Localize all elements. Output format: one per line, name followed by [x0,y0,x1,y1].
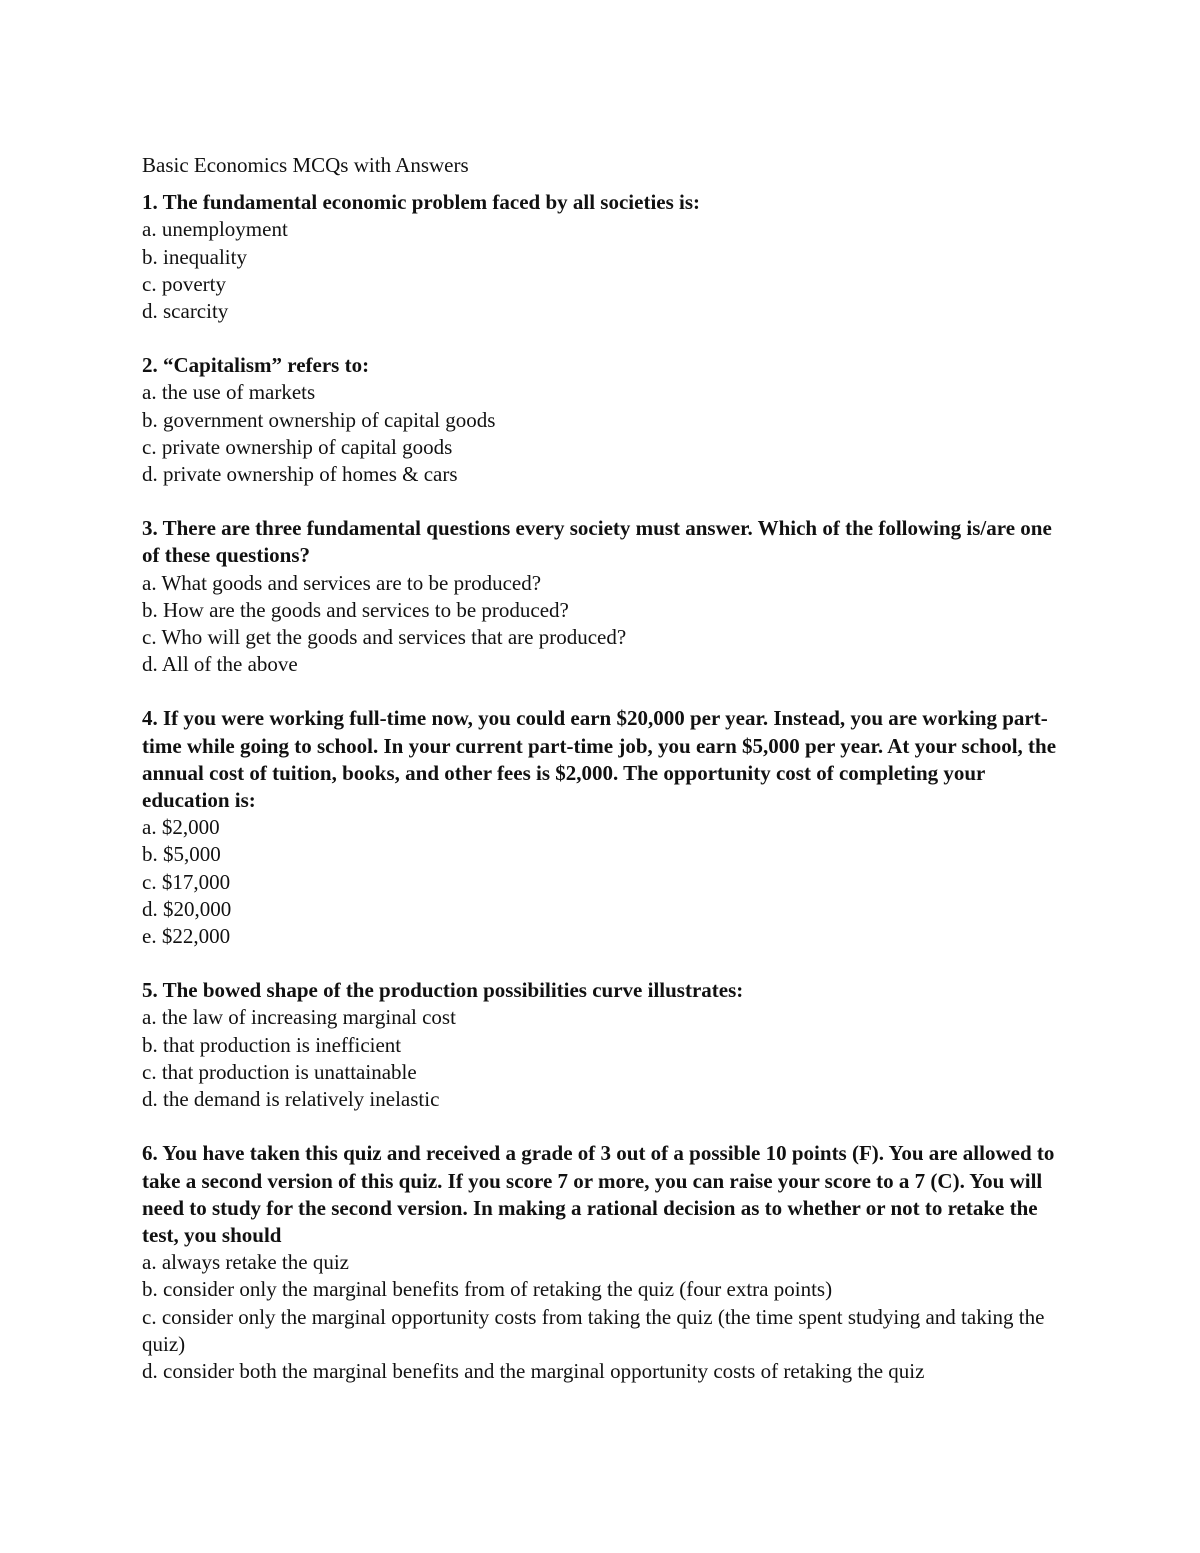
answer-option: b. $5,000 [142,842,221,867]
question-text: 6. You have taken this quiz and received a grade of 3 out of a possible 10 points (F). You are allowed to take a second version of this quiz. If you score 7 or more, you can raise your score to a 7 (C). You will need to study for the second version. In making a rational decision as to whether or not to retake the test, you should [142,1141,1055,1247]
question-4 [142,705,1072,950]
answer-option: c. consider only the marginal opportunity costs from taking the quiz (the time spent studying and taking the quiz) [142,1304,1045,1356]
answer-option: b. that production is inefficient [142,1032,402,1057]
answer-option: d. the demand is relatively inelastic [142,1087,440,1112]
answer-option: a. unemployment [142,217,288,242]
question-text: 5. The bowed shape of the production possibilities curve illustrates: [142,978,744,1003]
document-title: Basic Economics MCQs with Answers [142,153,469,177]
answer-option: c. that production is unattainable [142,1059,417,1084]
answer-option: b. government ownership of capital goods [142,407,496,432]
question-5 [142,977,1072,1113]
question-1 [142,189,1072,325]
answer-option: d. All of the above [142,652,298,677]
answer-option: d. private ownership of homes & cars [142,462,458,487]
answer-option: c. $17,000 [142,869,231,894]
answer-option: a. the use of markets [142,380,316,405]
question-text: 3. There are three fundamental questions every society must answer. Which of the following is/are one of these questions? [142,516,1052,568]
answer-option: c. private ownership of capital goods [142,434,453,459]
document-page [142,152,1072,1412]
answer-option: c. Who will get the goods and services that are produced? [142,625,627,650]
answer-option: a. What goods and services are to be produced? [142,570,542,595]
answer-option: a. the law of increasing marginal cost [142,1005,456,1030]
answer-option: c. poverty [142,271,226,296]
question-text: 2. “Capitalism” refers to: [142,353,370,378]
question-2 [142,352,1072,488]
question-3 [142,515,1072,678]
answer-option: b. consider only the marginal benefits from of retaking the quiz (four extra points) [142,1277,833,1302]
answer-option: a. $2,000 [142,815,220,840]
answer-option: b. inequality [142,244,247,269]
question-text: 1. The fundamental economic problem faced by all societies is: [142,190,701,215]
question-6 [142,1140,1072,1385]
answer-option: d. consider both the marginal benefits and the marginal opportunity costs of retaking the quiz [142,1358,925,1383]
question-text: 4. If you were working full-time now, you could earn $20,000 per year. Instead, you are working part-time while going to school. In your current part-time job, you earn $5,000 per year. At your school, the annual cost of tuition, books, and other fees is $2,000. The opportunity cost of completing your education is: [142,706,1057,813]
answer-option: a. always retake the quiz [142,1250,349,1275]
answer-option: d. scarcity [142,299,229,324]
answer-option: b. How are the goods and services to be produced? [142,597,569,622]
answer-option: d. $20,000 [142,896,232,921]
answer-option: e. $22,000 [142,924,231,949]
